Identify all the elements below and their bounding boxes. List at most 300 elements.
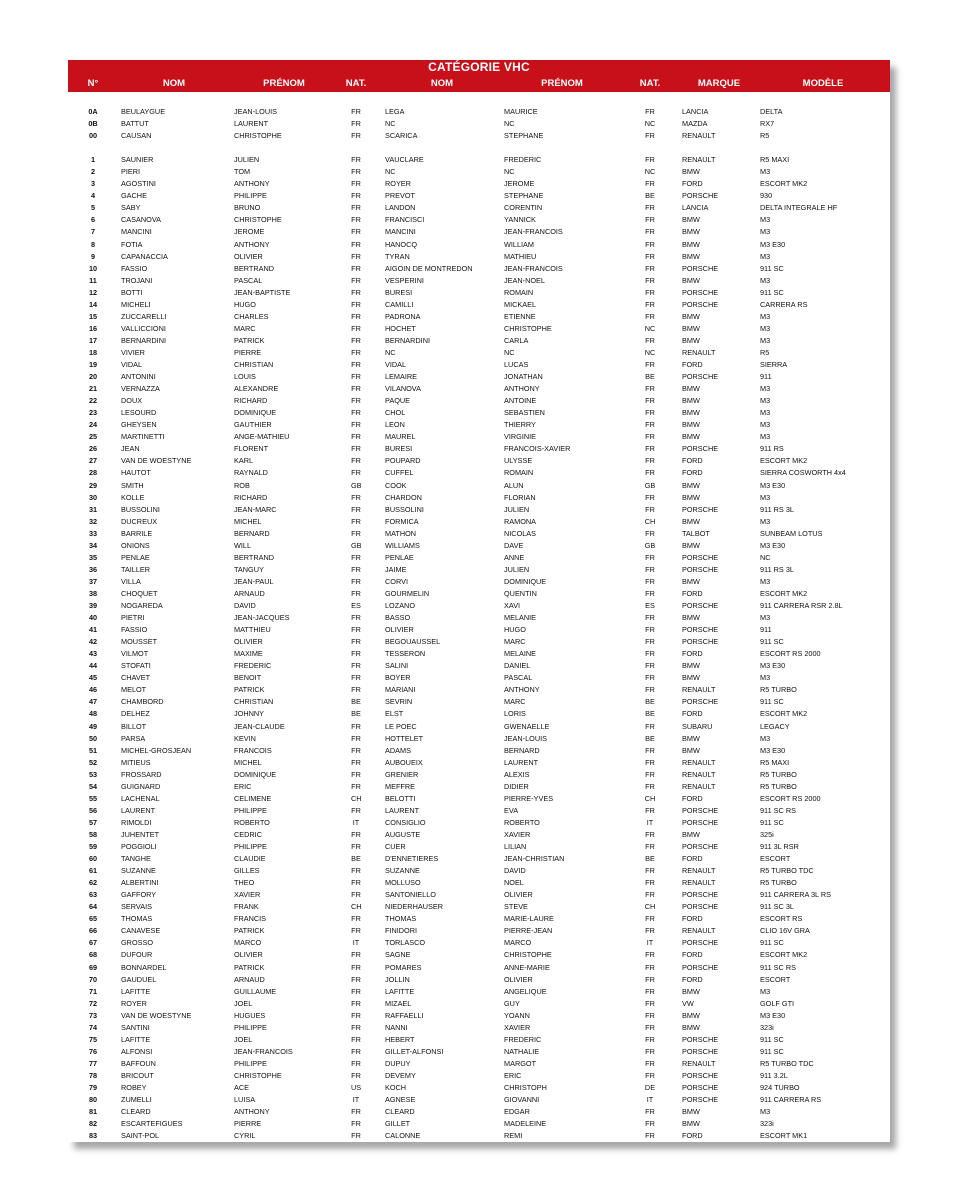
driver-nationality: US xyxy=(351,1083,362,1092)
entry-number: 1 xyxy=(90,155,96,165)
codriver-firstname: DAVE xyxy=(504,540,524,550)
car-make: RENAULT xyxy=(682,769,716,779)
driver-name: JEAN xyxy=(121,444,140,454)
driver-name: STOFATI xyxy=(121,661,151,671)
codriver-firstname: NOEL xyxy=(504,878,524,888)
table-row xyxy=(68,733,890,745)
car-make: PORSCHE xyxy=(682,890,719,900)
codriver-nationality: FR xyxy=(645,588,655,598)
driver-name: GUIGNARD xyxy=(121,781,161,791)
entry-number: 79 xyxy=(88,1083,98,1092)
car-model: M3 E30 xyxy=(760,661,786,671)
car-model: 911 xyxy=(760,625,772,635)
car-model: M3 xyxy=(760,733,771,743)
table-row xyxy=(68,1022,890,1034)
codriver-name: MOLLUSO xyxy=(385,878,421,888)
car-make: PORSCHE xyxy=(682,1095,719,1105)
driver-firstname: OLIVIER xyxy=(234,950,263,960)
driver-nationality: FR xyxy=(351,661,361,671)
car-model: M3 xyxy=(760,323,771,333)
driver-nationality: FR xyxy=(351,745,361,755)
table-row xyxy=(68,1058,890,1070)
driver-firstname: ARNAUD xyxy=(234,588,265,598)
entry-number: 16 xyxy=(88,323,98,333)
driver-firstname: CELIMENE xyxy=(234,793,272,803)
codriver-firstname: WILLIAM xyxy=(504,239,535,249)
entry-number: 22 xyxy=(88,396,98,406)
table-row xyxy=(68,624,890,636)
car-model: 911 SC xyxy=(760,697,784,707)
driver-nationality: FR xyxy=(351,890,361,900)
codriver-firstname: ERIC xyxy=(504,1070,522,1080)
driver-nationality: FR xyxy=(351,528,361,538)
codriver-name: BURESI xyxy=(385,444,413,454)
codriver-nationality: CH xyxy=(644,793,656,803)
driver-nationality: FR xyxy=(351,203,361,213)
driver-nationality: FR xyxy=(351,998,361,1008)
driver-firstname: KEVIN xyxy=(234,733,256,743)
codriver-name: TORLASCO xyxy=(385,938,426,948)
codriver-name: HOCHET xyxy=(385,323,416,333)
car-model: CARRERA RS xyxy=(760,299,808,309)
codriver-firstname: MICKAEL xyxy=(504,299,537,309)
driver-firstname: CEDRIC xyxy=(234,829,262,839)
car-make: VW xyxy=(682,998,694,1008)
driver-nationality: FR xyxy=(351,588,361,598)
car-make: RENAULT xyxy=(682,155,716,165)
car-model: R5 MAXI xyxy=(760,757,790,767)
car-make: PORSCHE xyxy=(682,1083,719,1092)
codriver-firstname: EVA xyxy=(504,805,519,815)
codriver-firstname: ANNE-MARIE xyxy=(504,962,550,972)
driver-nationality: FR xyxy=(351,564,361,574)
codriver-name: SALINI xyxy=(385,661,409,671)
codriver-nationality: FR xyxy=(645,721,655,731)
codriver-nationality: FR xyxy=(645,1058,655,1068)
driver-name: FASSIO xyxy=(121,625,148,635)
entry-number: 61 xyxy=(88,866,98,876)
codriver-firstname: YOANN xyxy=(504,1010,530,1020)
entry-number: 73 xyxy=(88,1010,98,1020)
codriver-name: ROYER xyxy=(385,179,411,189)
driver-nationality: FR xyxy=(351,926,361,936)
table-row xyxy=(68,202,890,214)
table-row xyxy=(68,383,890,395)
car-model: M3 xyxy=(760,167,771,177)
car-model: RX7 xyxy=(760,119,775,129)
car-make: BMW xyxy=(682,215,700,225)
car-make: BMW xyxy=(682,1022,700,1032)
table-row xyxy=(68,1118,890,1130)
car-make: PORSCHE xyxy=(682,842,719,851)
car-make: PORSCHE xyxy=(682,625,719,635)
entry-number: 76 xyxy=(88,1046,98,1056)
driver-firstname: JEAN-JACQUES xyxy=(234,613,290,623)
codriver-firstname: GWENAELLE xyxy=(504,721,550,731)
driver-firstname: HUGO xyxy=(234,299,256,309)
codriver-nationality: FR xyxy=(645,1131,655,1141)
driver-nationality: FR xyxy=(351,685,361,695)
driver-name: GACHE xyxy=(121,191,147,201)
codriver-name: HOTTELET xyxy=(385,733,424,743)
car-model: SUNBEAM LOTUS xyxy=(760,528,823,538)
table-row xyxy=(68,311,890,323)
driver-firstname: PATRICK xyxy=(234,962,265,972)
codriver-nationality: FR xyxy=(645,974,655,984)
driver-name: MICHELI xyxy=(121,299,151,309)
driver-name: PIERI xyxy=(121,167,141,177)
car-model: R5 TURBO xyxy=(760,685,797,695)
table-row xyxy=(68,154,890,166)
car-model: R5 xyxy=(760,131,770,141)
codriver-firstname: YANNICK xyxy=(504,215,536,225)
car-make: BMW xyxy=(682,540,700,550)
codriver-nationality: FR xyxy=(645,829,655,839)
codriver-firstname: CORENTIN xyxy=(504,203,543,213)
codriver-firstname: MARCO xyxy=(504,938,532,948)
codriver-name: FORMICA xyxy=(385,516,419,526)
entry-number: 19 xyxy=(88,360,98,369)
car-model: M3 xyxy=(760,492,771,502)
table-row xyxy=(68,1094,890,1106)
driver-firstname: CHRISTIAN xyxy=(234,697,274,707)
codriver-nationality: IT xyxy=(646,817,654,827)
driver-nationality: FR xyxy=(351,191,361,201)
driver-nationality: GB xyxy=(351,540,362,550)
codriver-nationality: FR xyxy=(645,528,655,538)
table-row xyxy=(68,528,890,540)
entry-number: 39 xyxy=(88,601,98,610)
entry-number: 45 xyxy=(88,673,98,683)
codriver-nationality: FR xyxy=(645,914,655,924)
entry-number: 6 xyxy=(90,215,96,225)
entry-number: 72 xyxy=(88,998,98,1008)
car-model: 323i xyxy=(760,1119,774,1129)
driver-nationality: FR xyxy=(351,516,361,526)
codriver-firstname: ETIENNE xyxy=(504,311,536,321)
car-make: RENAULT xyxy=(682,781,716,791)
driver-firstname: MARC xyxy=(234,323,256,333)
car-make: BMW xyxy=(682,492,700,502)
codriver-nationality: FR xyxy=(645,360,655,369)
driver-firstname: FREDERIC xyxy=(234,661,272,671)
car-make: BMW xyxy=(682,1010,700,1020)
column-header-driver-name: NOM xyxy=(162,78,186,89)
driver-firstname: JEAN-PAUL xyxy=(234,576,274,586)
driver-firstname: JEAN-FRANCOIS xyxy=(234,1046,293,1056)
codriver-nationality: FR xyxy=(645,492,655,502)
codriver-name: LEON xyxy=(385,420,405,430)
entry-number: 80 xyxy=(88,1095,98,1105)
driver-nationality: FR xyxy=(351,107,361,116)
driver-name: CASANOVA xyxy=(121,215,162,225)
table-row xyxy=(68,371,890,383)
car-model: 911 SC xyxy=(760,938,784,948)
entry-number: 49 xyxy=(88,721,98,731)
codriver-nationality: FR xyxy=(645,131,655,141)
codriver-nationality: FR xyxy=(645,805,655,815)
driver-name: GAFFORY xyxy=(121,890,157,900)
driver-nationality: IT xyxy=(352,1095,360,1105)
entry-number: 43 xyxy=(88,649,98,659)
driver-name: JUHENTET xyxy=(121,829,160,839)
driver-name: ROBEY xyxy=(121,1083,147,1092)
table-row xyxy=(68,395,890,407)
codriver-firstname: ANTOINE xyxy=(504,396,537,406)
car-make: RENAULT xyxy=(682,926,716,936)
car-model: 911 SC 3L xyxy=(760,902,794,912)
table-row xyxy=(68,986,890,998)
codriver-firstname: DIDIER xyxy=(504,781,529,791)
driver-firstname: RICHARD xyxy=(234,492,268,502)
driver-nationality: FR xyxy=(351,637,361,647)
driver-nationality: FR xyxy=(351,335,361,345)
car-model: M3 xyxy=(760,516,771,526)
driver-nationality: FR xyxy=(351,842,361,851)
driver-nationality: FR xyxy=(351,155,361,165)
driver-firstname: PASCAL xyxy=(234,275,263,285)
codriver-nationality: FR xyxy=(645,564,655,574)
codriver-name: CHOL xyxy=(385,408,406,418)
table-row xyxy=(68,118,890,130)
codriver-name: VAUCLARE xyxy=(385,155,424,165)
codriver-name: JAIME xyxy=(385,564,407,574)
codriver-firstname: CARLA xyxy=(504,335,529,345)
driver-firstname: ALEXANDRE xyxy=(234,384,279,394)
codriver-firstname: ROBERTO xyxy=(504,817,540,827)
entry-number: 32 xyxy=(88,516,98,526)
column-headers xyxy=(68,77,890,91)
codriver-firstname: JEROME xyxy=(504,179,535,189)
codriver-name: POMARES xyxy=(385,962,422,972)
car-model: DELTA xyxy=(760,107,783,116)
driver-name: BERNARDINI xyxy=(121,335,167,345)
car-model: M3 xyxy=(760,673,771,683)
codriver-firstname: MARIE-LAURE xyxy=(504,914,554,924)
entry-number: 18 xyxy=(88,347,98,357)
codriver-name: AUGUSTE xyxy=(385,829,421,839)
column-header-codriver-nationality: NAT. xyxy=(639,78,661,89)
entry-number: 56 xyxy=(88,805,98,815)
car-make: PORSCHE xyxy=(682,902,719,912)
table-row xyxy=(68,299,890,311)
car-model: M3 xyxy=(760,215,771,225)
driver-nationality: BE xyxy=(351,697,361,707)
car-model: M3 xyxy=(760,311,771,321)
car-model: CLIO 16V GRA xyxy=(760,926,810,936)
car-model: M3 xyxy=(760,227,771,237)
column-header-driver-nationality: NAT. xyxy=(345,78,367,89)
car-model: M3 xyxy=(760,335,771,345)
codriver-nationality: FR xyxy=(645,637,655,647)
codriver-firstname: ULYSSE xyxy=(504,456,533,466)
driver-firstname: TANGUY xyxy=(234,564,264,574)
driver-name: PARSA xyxy=(121,733,146,743)
table-row xyxy=(68,564,890,576)
codriver-nationality: DE xyxy=(644,1083,656,1092)
driver-nationality: FR xyxy=(351,552,361,562)
driver-nationality: FR xyxy=(351,384,361,394)
driver-nationality: FR xyxy=(351,167,361,177)
codriver-firstname: JULIEN xyxy=(504,564,530,574)
car-make: PORSCHE xyxy=(682,504,719,514)
table-row xyxy=(68,443,890,455)
driver-firstname: FRANK xyxy=(234,902,259,912)
table-row xyxy=(68,190,890,202)
car-model: ESCORT MK2 xyxy=(760,179,808,189)
driver-firstname: PHILIPPE xyxy=(234,1058,267,1068)
driver-name: CHAVET xyxy=(121,673,151,683)
table-row xyxy=(68,1106,890,1118)
car-make: BMW xyxy=(682,432,700,442)
table-row xyxy=(68,998,890,1010)
entry-number: 77 xyxy=(88,1058,98,1068)
car-make: BMW xyxy=(682,1107,700,1117)
entry-number: 82 xyxy=(88,1119,98,1129)
car-make: BMW xyxy=(682,408,700,418)
driver-nationality: CH xyxy=(351,793,362,803)
driver-firstname: CHRISTOPHE xyxy=(234,131,282,141)
codriver-firstname: JEAN-FRANCOIS xyxy=(504,263,563,273)
driver-nationality: IT xyxy=(352,938,360,948)
driver-firstname: JOEL xyxy=(234,1034,253,1044)
codriver-name: PAQUE xyxy=(385,396,411,406)
driver-firstname: ANTHONY xyxy=(234,179,270,189)
car-model: M3 E30 xyxy=(760,239,786,249)
driver-name: ONIONS xyxy=(121,540,150,550)
driver-firstname: CHRISTOPHE xyxy=(234,215,282,225)
driver-firstname: PHILIPPE xyxy=(234,191,267,201)
table-row xyxy=(68,745,890,757)
table-row xyxy=(68,323,890,335)
car-make: PORSCHE xyxy=(682,601,719,610)
car-make: TALBOT xyxy=(682,528,710,538)
car-model: 911 SC xyxy=(760,263,784,273)
codriver-name: CUER xyxy=(385,842,406,851)
codriver-firstname: STEPHANE xyxy=(504,191,544,201)
car-model: R5 MAXI xyxy=(760,155,790,165)
codriver-nationality: FR xyxy=(645,866,655,876)
codriver-nationality: FR xyxy=(645,287,655,297)
car-make: RENAULT xyxy=(682,347,716,357)
car-model: 911 SC xyxy=(760,637,784,647)
car-model: M3 E30 xyxy=(760,480,786,490)
car-model: M3 E30 xyxy=(760,745,786,755)
entry-number: 42 xyxy=(88,637,98,647)
codriver-name: ADAMS xyxy=(385,745,411,755)
entry-number: 36 xyxy=(88,564,98,574)
codriver-firstname: THIERRY xyxy=(504,420,536,430)
driver-firstname: JOEL xyxy=(234,998,253,1008)
car-make: BMW xyxy=(682,251,700,261)
driver-name: NOGAREDA xyxy=(121,601,163,610)
codriver-firstname: QUENTIN xyxy=(504,588,537,598)
codriver-firstname: FLORIAN xyxy=(504,492,536,502)
driver-firstname: JEAN-CLAUDE xyxy=(234,721,285,731)
codriver-nationality: IT xyxy=(646,1095,654,1105)
driver-nationality: FR xyxy=(351,347,361,357)
table-row xyxy=(68,467,890,479)
codriver-nationality: FR xyxy=(645,998,655,1008)
car-make: FORD xyxy=(682,360,703,369)
driver-nationality: FR xyxy=(351,805,361,815)
table-row xyxy=(68,672,890,684)
entry-number: 74 xyxy=(88,1022,98,1032)
codriver-nationality: FR xyxy=(645,661,655,671)
codriver-nationality: BE xyxy=(645,191,655,201)
driver-firstname: FRANCIS xyxy=(234,914,267,924)
driver-firstname: BRUNO xyxy=(234,203,261,213)
table-row xyxy=(68,721,890,733)
driver-firstname: MARCO xyxy=(234,938,262,948)
car-model: 911 3.2L xyxy=(760,1070,788,1080)
driver-name: PIETRI xyxy=(121,613,145,623)
codriver-firstname: MARC xyxy=(504,637,526,647)
car-make: FORD xyxy=(682,588,703,598)
codriver-firstname: JULIEN xyxy=(504,504,530,514)
driver-firstname: MICHEL xyxy=(234,757,262,767)
driver-name: DUCREUX xyxy=(121,516,158,526)
car-model: 911 SC xyxy=(760,287,784,297)
codriver-name: HANOCQ xyxy=(385,239,418,249)
codriver-nationality: FR xyxy=(645,1010,655,1020)
column-header-number: N° xyxy=(87,78,99,89)
column-header-codriver-name: NOM xyxy=(430,78,454,89)
codriver-firstname: XAVIER xyxy=(504,1022,531,1032)
driver-name: LAFITTE xyxy=(121,1034,151,1044)
codriver-nationality: FR xyxy=(645,781,655,791)
driver-nationality: FR xyxy=(351,950,361,960)
driver-nationality: FR xyxy=(351,576,361,586)
table-row xyxy=(68,1010,890,1022)
driver-nationality: BE xyxy=(351,854,361,864)
driver-nationality: FR xyxy=(351,673,361,683)
codriver-name: DUPUY xyxy=(385,1058,411,1068)
driver-firstname: CHRISTIAN xyxy=(234,360,274,369)
driver-nationality: FR xyxy=(351,769,361,779)
table-row xyxy=(68,708,890,720)
codriver-nationality: FR xyxy=(645,878,655,888)
table-row xyxy=(68,1130,890,1142)
codriver-nationality: FR xyxy=(645,179,655,189)
driver-name: GAUDUEL xyxy=(121,974,157,984)
codriver-firstname: LORIS xyxy=(504,709,526,719)
driver-firstname: BERNARD xyxy=(234,528,270,538)
codriver-name: BELOTTI xyxy=(385,793,416,803)
car-model: SIERRA xyxy=(760,360,788,369)
codriver-firstname: VIRGINIE xyxy=(504,432,537,442)
driver-name: MANCINI xyxy=(121,227,152,237)
codriver-nationality: NC xyxy=(644,119,656,129)
codriver-name: MARIANI xyxy=(385,685,416,695)
driver-firstname: OLIVIER xyxy=(234,251,263,261)
codriver-firstname: JONATHAN xyxy=(504,372,543,382)
driver-name: VILLA xyxy=(121,576,141,586)
codriver-name: SUZANNE xyxy=(385,866,420,876)
codriver-firstname: STEVE xyxy=(504,902,528,912)
codriver-name: MATHON xyxy=(385,528,417,538)
car-model: GOLF GTI xyxy=(760,998,795,1008)
car-make: BMW xyxy=(682,986,700,996)
car-model: 911 CARRERA RS xyxy=(760,1095,822,1105)
driver-nationality: FR xyxy=(351,733,361,743)
codriver-nationality: IT xyxy=(646,938,654,948)
car-model: DELTA INTEGRALE HF xyxy=(760,203,838,213)
table-row xyxy=(68,431,890,443)
driver-firstname: OLIVIER xyxy=(234,637,263,647)
car-make: RENAULT xyxy=(682,685,716,695)
driver-name: LESOURD xyxy=(121,408,157,418)
